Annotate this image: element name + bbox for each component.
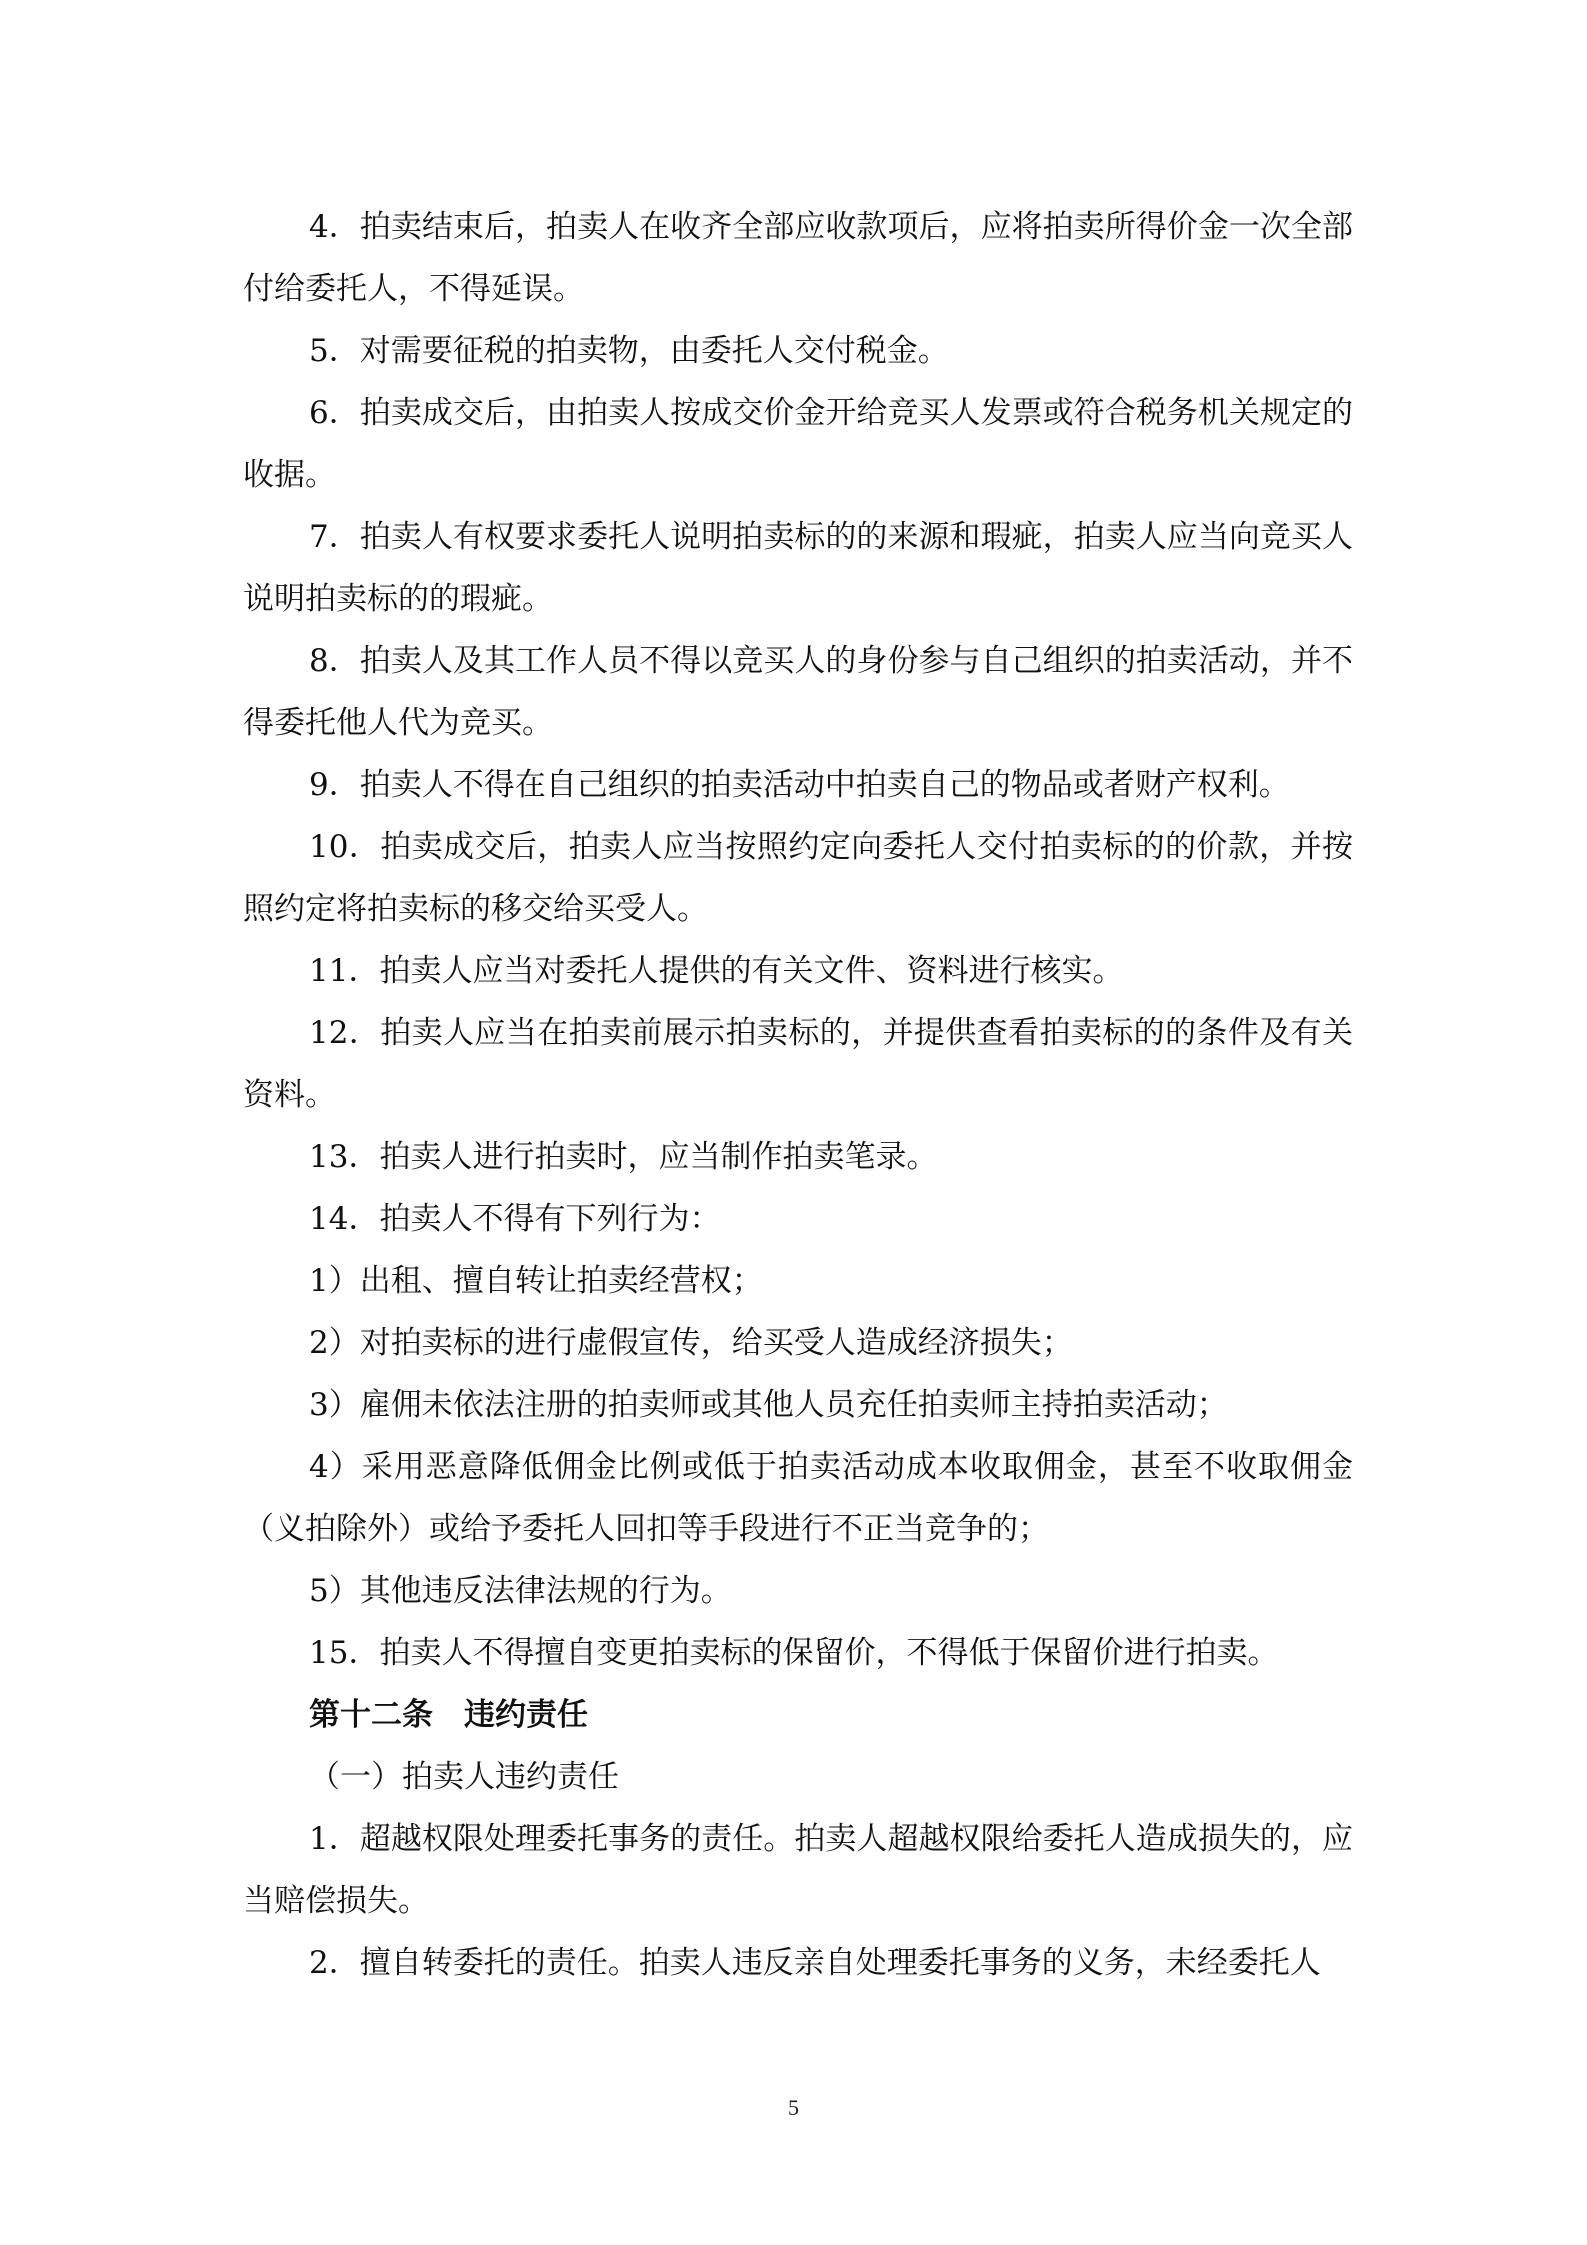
document-body [243,196,1353,1994]
paragraph-item-4: 4．拍卖结束后，拍卖人在收齐全部应收款项后，应将拍卖所得价金一次全部付给委托人，不得延误。 [243,209,1353,307]
liability-item-1: 1．超越权限处理委托事务的责任。拍卖人超越权限给委托人造成损失的，应当赔偿损失。 [243,1821,1353,1919]
page-number: 5 [788,2095,799,2120]
section-heading: 第十二条 违约责任 [309,1697,588,1733]
paragraph-item-13: 13．拍卖人进行拍卖时，应当制作拍卖笔录。 [309,1139,938,1175]
paragraph-item-10: 10．拍卖成交后，拍卖人应当按照约定向委托人交付拍卖标的的价款，并按照约定将拍卖标的移交给买受人。 [243,829,1353,927]
paragraph-item-14: 14．拍卖人不得有下列行为： [309,1201,721,1237]
sub-item-5: 5）其他违反法律法规的行为。 [309,1573,732,1609]
paragraph-item-7: 7．拍卖人有权要求委托人说明拍卖标的的来源和瑕疵，拍卖人应当向竞买人说明拍卖标的的瑕疵。 [243,519,1353,617]
paragraph-item-11: 11．拍卖人应当对委托人提供的有关文件、资料进行核实。 [309,953,1124,989]
sub-item-3: 3）雇佣未依法注册的拍卖师或其他人员充任拍卖师主持拍卖活动； [309,1387,1228,1423]
paragraph-item-5: 5．对需要征税的拍卖物，由委托人交付税金。 [309,333,949,369]
paragraph-item-6: 6．拍卖成交后，由拍卖人按成交价金开给竞买人发票或符合税务机关规定的收据。 [243,395,1353,493]
paragraph-item-9: 9．拍卖人不得在自己组织的拍卖活动中拍卖自己的物品或者财产权利。 [309,767,1290,803]
sub-item-2: 2）对拍卖标的进行虚假宣传，给买受人造成经济损失； [309,1325,1073,1361]
paragraph-item-8: 8．拍卖人及其工作人员不得以竞买人的身份参与自己组织的拍卖活动，并不得委托他人代为竞买。 [243,643,1353,741]
subsection-heading: （一）拍卖人违约责任 [309,1759,619,1795]
paragraph-item-15: 15．拍卖人不得擅自变更拍卖标的保留价，不得低于保留价进行拍卖。 [309,1635,1279,1671]
sub-item-4: 4）采用恶意降低佣金比例或低于拍卖活动成本收取佣金，甚至不收取佣金（义拍除外）或给予委托人回扣等手段进行不正当竞争的； [243,1449,1353,1547]
sub-item-1: 1）出租、擅自转让拍卖经营权； [309,1263,763,1299]
paragraph-item-12: 12．拍卖人应当在拍卖前展示拍卖标的，并提供查看拍卖标的的条件及有关资料。 [243,1015,1353,1113]
liability-item-2: 2．擅自转委托的责任。拍卖人违反亲自处理委托事务的义务，未经委托人 [309,1945,1321,1981]
